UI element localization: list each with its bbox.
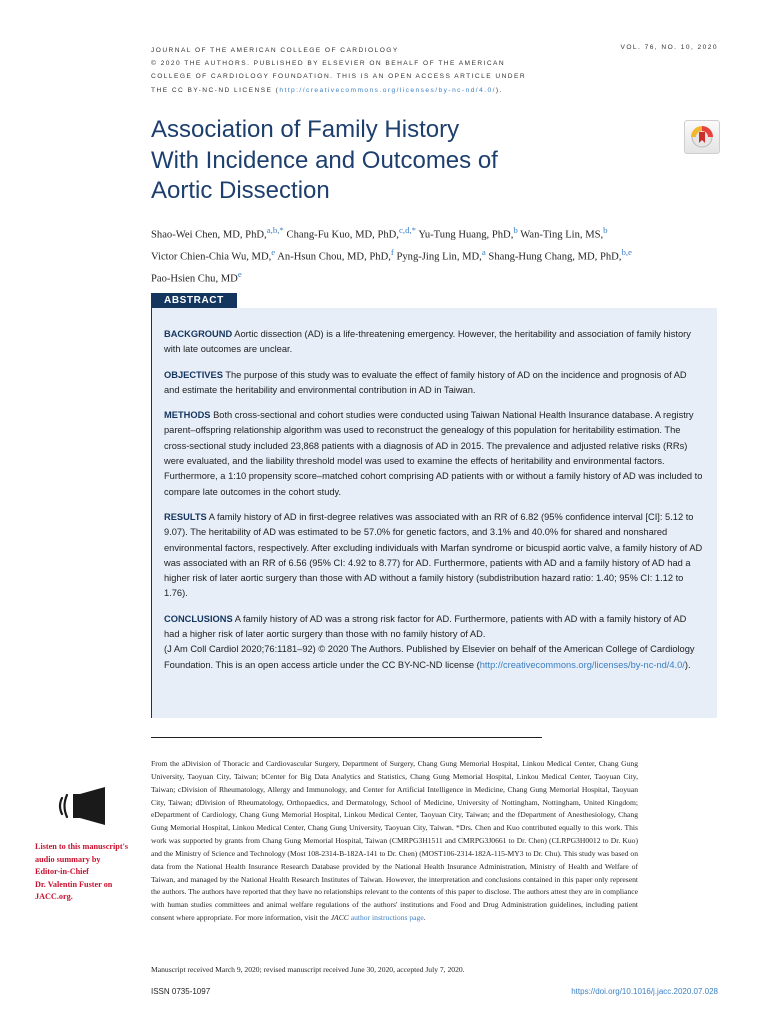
citation-close: ). [684, 659, 691, 670]
author-name: Pyng-Jing Lin, MD, [396, 251, 482, 263]
author-affiliation[interactable]: a [481, 247, 486, 258]
abstract-heading: OBJECTIVES [164, 369, 223, 380]
abstract-label: ABSTRACT [151, 293, 237, 308]
doi-link[interactable]: https://doi.org/10.1016/j.jacc.2020.07.028 [571, 987, 718, 996]
author-name: Shao-Wei Chen, MD, PhD, [151, 229, 267, 241]
abstract-heading: RESULTS [164, 511, 207, 522]
header-license-close: ). [495, 86, 503, 94]
header-line: COLLEGE OF CARDIOLOGY FOUNDATION. THIS IS AN OPEN ACCESS ARTICLE UNDER [151, 73, 527, 81]
author-name: Wan-Ting Lin, MS, [520, 229, 604, 241]
abstract-paragraph: A family history of AD in first-degree relatives was associated with an RR of 6.82 (95% confidence interval [CI]: 5.12 to 9.07). The heritability of AD was estimated to be 57.0% for genetic factors, and 3.1% and 40.0% for shared and nonshared environmental factors, respectively. After excluding individuals with Marfan syndrome or bicuspid aortic valve, a family history of AD was associated with an RR of 6.56 (95% CI: 4.92 to 8.77) for AD. Furthermore, patients with AD and a family history of AD had a higher risk of later aortic surgery than those with AD without a family history (subdistribution hazard ratio: 1.40; 95% CI: 1.12 to 1.76). [164, 511, 703, 599]
footnote-journal: JACC [330, 913, 349, 923]
title-line: Aortic Dissection [151, 177, 330, 204]
abstract-body [164, 327, 704, 683]
audio-summary-note[interactable] [35, 841, 141, 904]
audio-note-line: Editor-in-Chief [35, 867, 89, 877]
issn: ISSN 0735-1097 [151, 987, 211, 996]
header-line: © 2020 THE AUTHORS. PUBLISHED BY ELSEVIER ON BEHALF OF THE AMERICAN [151, 60, 506, 68]
audio-note-line: audio summary by [35, 854, 101, 864]
footnote-text: From the aDivision of Thoracic and Cardiovascular Surgery, Department of Surgery, Chang Gung Memorial Hospital, Linkou Medical Center, Chang Gung University, Taoyuan City, Taiwan; bCenter for Big Data Analytics and Statistics, Chang Gung Memorial Hospital, Linkou Medical Center, Taoyuan City, Taiwan; cDivision of Rheumatology, Allergy and Immunology, and Center for Artificial Intelligence in Medicine, Chang Gung Memorial Hospital, Taoyuan City, Taiwan; dDivision of Rheumatology, Orthopaedics, and Dermatology, School of Medicine, University of Nottingham, Nottingham, United Kingdom; eDepartment of Cardiology, Chang Gung Memorial Hospital, Linkou Medical Center, Taoyuan City, Taiwan; and the fDepartment of Anesthesiology, Chang Gung Memorial Hospital, Linkou Medical Center, Chang Gung University, Taoyuan City, Taiwan. *Drs. Chen and Kuo contributed equally to this work. This work was supported by grants from Chang Gung Memorial Hospital, Taiwan (CMRPG3H1511 and CMRPG3J0661 to Dr. Chen) (CLRPG3H0012 to Dr. Kuo) and the Ministry of Science and Technology (Most 108-2314-B-182A-141 to Dr. Chen) (MOST106-2314-182A-115-MY3 to Dr. Chu). This study was based on data from the National Health Insurance Research Database provided by the National Health Insurance Administration, Ministry of Health and Welfare of Taiwan, and managed by the National Health Research Institutes of Taiwan. However, the interpretation and conclusions contained in this paper only represent the authors. The authors have reported that they have no relationships relevant to the contents of this paper to disclose. The authors attest they are in compliance with human studies committees and animal welfare regulations of the authors' institutions and Food and Drug Administration guidelines, including patient consent where appropriate. For more information, visit the [151, 759, 638, 923]
crossmark-icon[interactable] [684, 120, 720, 154]
author-affiliation[interactable]: f [390, 247, 394, 258]
footnote-end: . [423, 913, 426, 923]
footnote-divider [151, 737, 542, 738]
abstract-paragraph: The purpose of this study was to evaluate the effect of family history of AD on the incidence and prognosis of AD and estimate the heritability and environmental contribution in AD in Taiwan. [164, 369, 687, 395]
citation-text: (J Am Coll Cardiol 2020;76:1181–92) © 2020 The Authors. Published by Elsevier on behalf of the American College of Cardiology Foundation. This is an open access article under the CC BY-NC-ND license ( [164, 644, 695, 670]
abstract-background [164, 327, 704, 358]
abstract-paragraph: Aortic dissection (AD) is a life-threatening emergency. However, the heritability and association of family history with late outcomes are unclear. [164, 329, 691, 355]
header-license-text: THE CC BY-NC-ND LICENSE ( [151, 86, 280, 94]
title-line: With Incidence and Outcomes of [151, 146, 498, 174]
author-affiliation[interactable]: b [603, 225, 608, 235]
citation-license-link[interactable]: http://creativecommons.org/licenses/by-nc-nd/4.0/ [479, 659, 685, 670]
author-name: An-Hsun Chou, MD, PhD, [277, 251, 391, 263]
volume-info: VOL. 76, NO. 10, 2020 [620, 44, 718, 51]
author-name: Shang-Hung Chang, MD, PhD, [488, 251, 622, 263]
title-line: Association of Family History [151, 116, 460, 143]
author-affiliation[interactable]: c,d,* [398, 225, 417, 235]
header-license-link[interactable]: http://creativecommons.org/licenses/by-nc-nd/4.0/ [279, 86, 496, 94]
abstract-results [164, 510, 704, 602]
audio-speaker-icon[interactable] [57, 785, 109, 827]
header-line [151, 84, 621, 97]
audio-note-line: JACC.org. [35, 892, 73, 902]
abstract-objectives [164, 368, 704, 399]
audio-note-line: Listen to this manuscript's [35, 842, 129, 851]
author-name: Pao-Hsien Chu, MD [151, 273, 238, 285]
abstract-heading: METHODS [164, 410, 211, 421]
author-affiliation[interactable]: e [237, 269, 242, 280]
author-affiliation[interactable]: b [513, 225, 518, 235]
author-name: Victor Chien-Chia Wu, MD, [151, 251, 272, 263]
author-name: Chang-Fu Kuo, MD, PhD, [286, 229, 399, 241]
author-instructions-link[interactable]: author instructions page [350, 913, 424, 923]
author-affiliation[interactable]: a,b,* [266, 225, 284, 235]
manuscript-dates: Manuscript received March 9, 2020; revised manuscript received June 30, 2020, accepted July 7, 2020. [151, 965, 465, 974]
abstract-heading: CONCLUSIONS [164, 613, 233, 624]
author-name: Yu-Tung Huang, PhD, [418, 229, 514, 241]
affiliations-footnote [151, 758, 638, 925]
article-title [151, 115, 611, 207]
author-list [151, 222, 681, 288]
abstract-methods [164, 408, 704, 500]
abstract-paragraph: Both cross-sectional and cohort studies were conducted using Taiwan National Health Insurance database. A registry parent–offspring relationship algorithm was used to reconstruct the genealogy of this population for heritability estimation. The cross-sectional study included 23,868 patients with a diagnosis of AD in 2015. The prevalence and adjusted relative risks (RRs) were evaluated, and the liability threshold model was used to examine the effects of heritability and environmental factors. Furthermore, a 1:10 propensity score–matched cohort comprising AD patients with or without a family history of AD was included to compare late outcomes in the cohort study. [164, 410, 703, 497]
audio-note-line: Dr. Valentin Fuster on [35, 879, 113, 889]
header-line: JOURNAL OF THE AMERICAN COLLEGE OF CARDIOLOGY [151, 47, 399, 54]
abstract-heading: BACKGROUND [164, 329, 233, 339]
abstract-conclusions [164, 612, 704, 673]
author-affiliation[interactable]: b,e [621, 247, 632, 258]
abstract-paragraph: A family history of AD was a strong risk factor for AD. Furthermore, patients with AD with a family history of AD had a higher risk of later aortic surgery than those with no family history of AD. [164, 613, 687, 640]
author-affiliation[interactable]: e [271, 247, 276, 258]
journal-header [151, 44, 621, 97]
